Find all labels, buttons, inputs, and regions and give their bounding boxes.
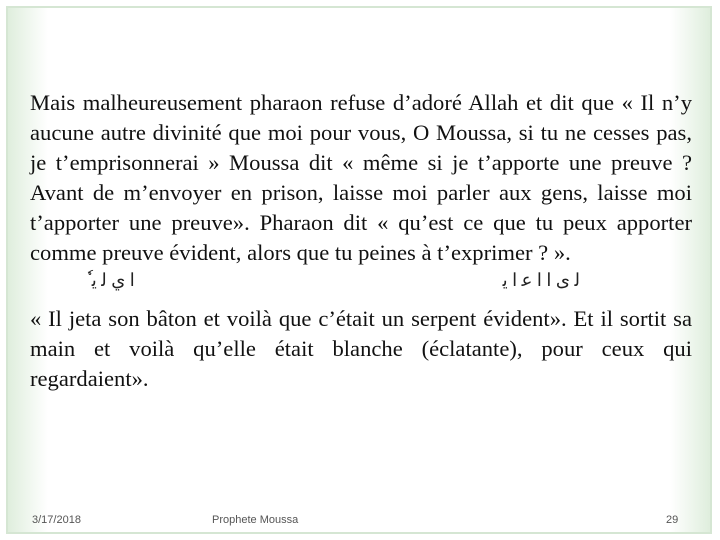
page-number: 29 [666,514,679,526]
slide-footer [0,514,720,532]
paragraph-pharaon: Mais malheureusement pharaon refuse d’adoré Allah et dit que « Il n’y aucune autre divinité que moi pour vous, O Moussa, si tu ne cesses pas, je t’emprisonnerai » Moussa dit « même si je t’apporte une preuve ? Avant de m’envoyer en prison, laisse moi parler aux gens, laisse moi t’apporter une preuve». Pharaon dit « qu’est ce que tu peux apporter comme preuve évident, alors que tu peines à t’exprimer ? ». [30,90,692,265]
slide-content [30,88,692,394]
footer-date: 3/17/2018 [32,514,81,526]
arabic-text-right: ﻟ ﻯ ﺍ ﺍ ﻋ ﺍ ﻳ [502,270,580,290]
paragraph-baton: « Il jeta son bâton et voilà que c’était un serpent évident». Et il sortit sa main et voilà qu’elle était blanche (éclatante), pour ceux qui regardaient». [30,306,692,391]
arabic-text-row [30,268,692,300]
footer-title: Prophete Moussa [212,514,299,526]
arabic-text-left: ﺍ ﻱ ﻟ ﻳ ٗ [86,270,135,290]
